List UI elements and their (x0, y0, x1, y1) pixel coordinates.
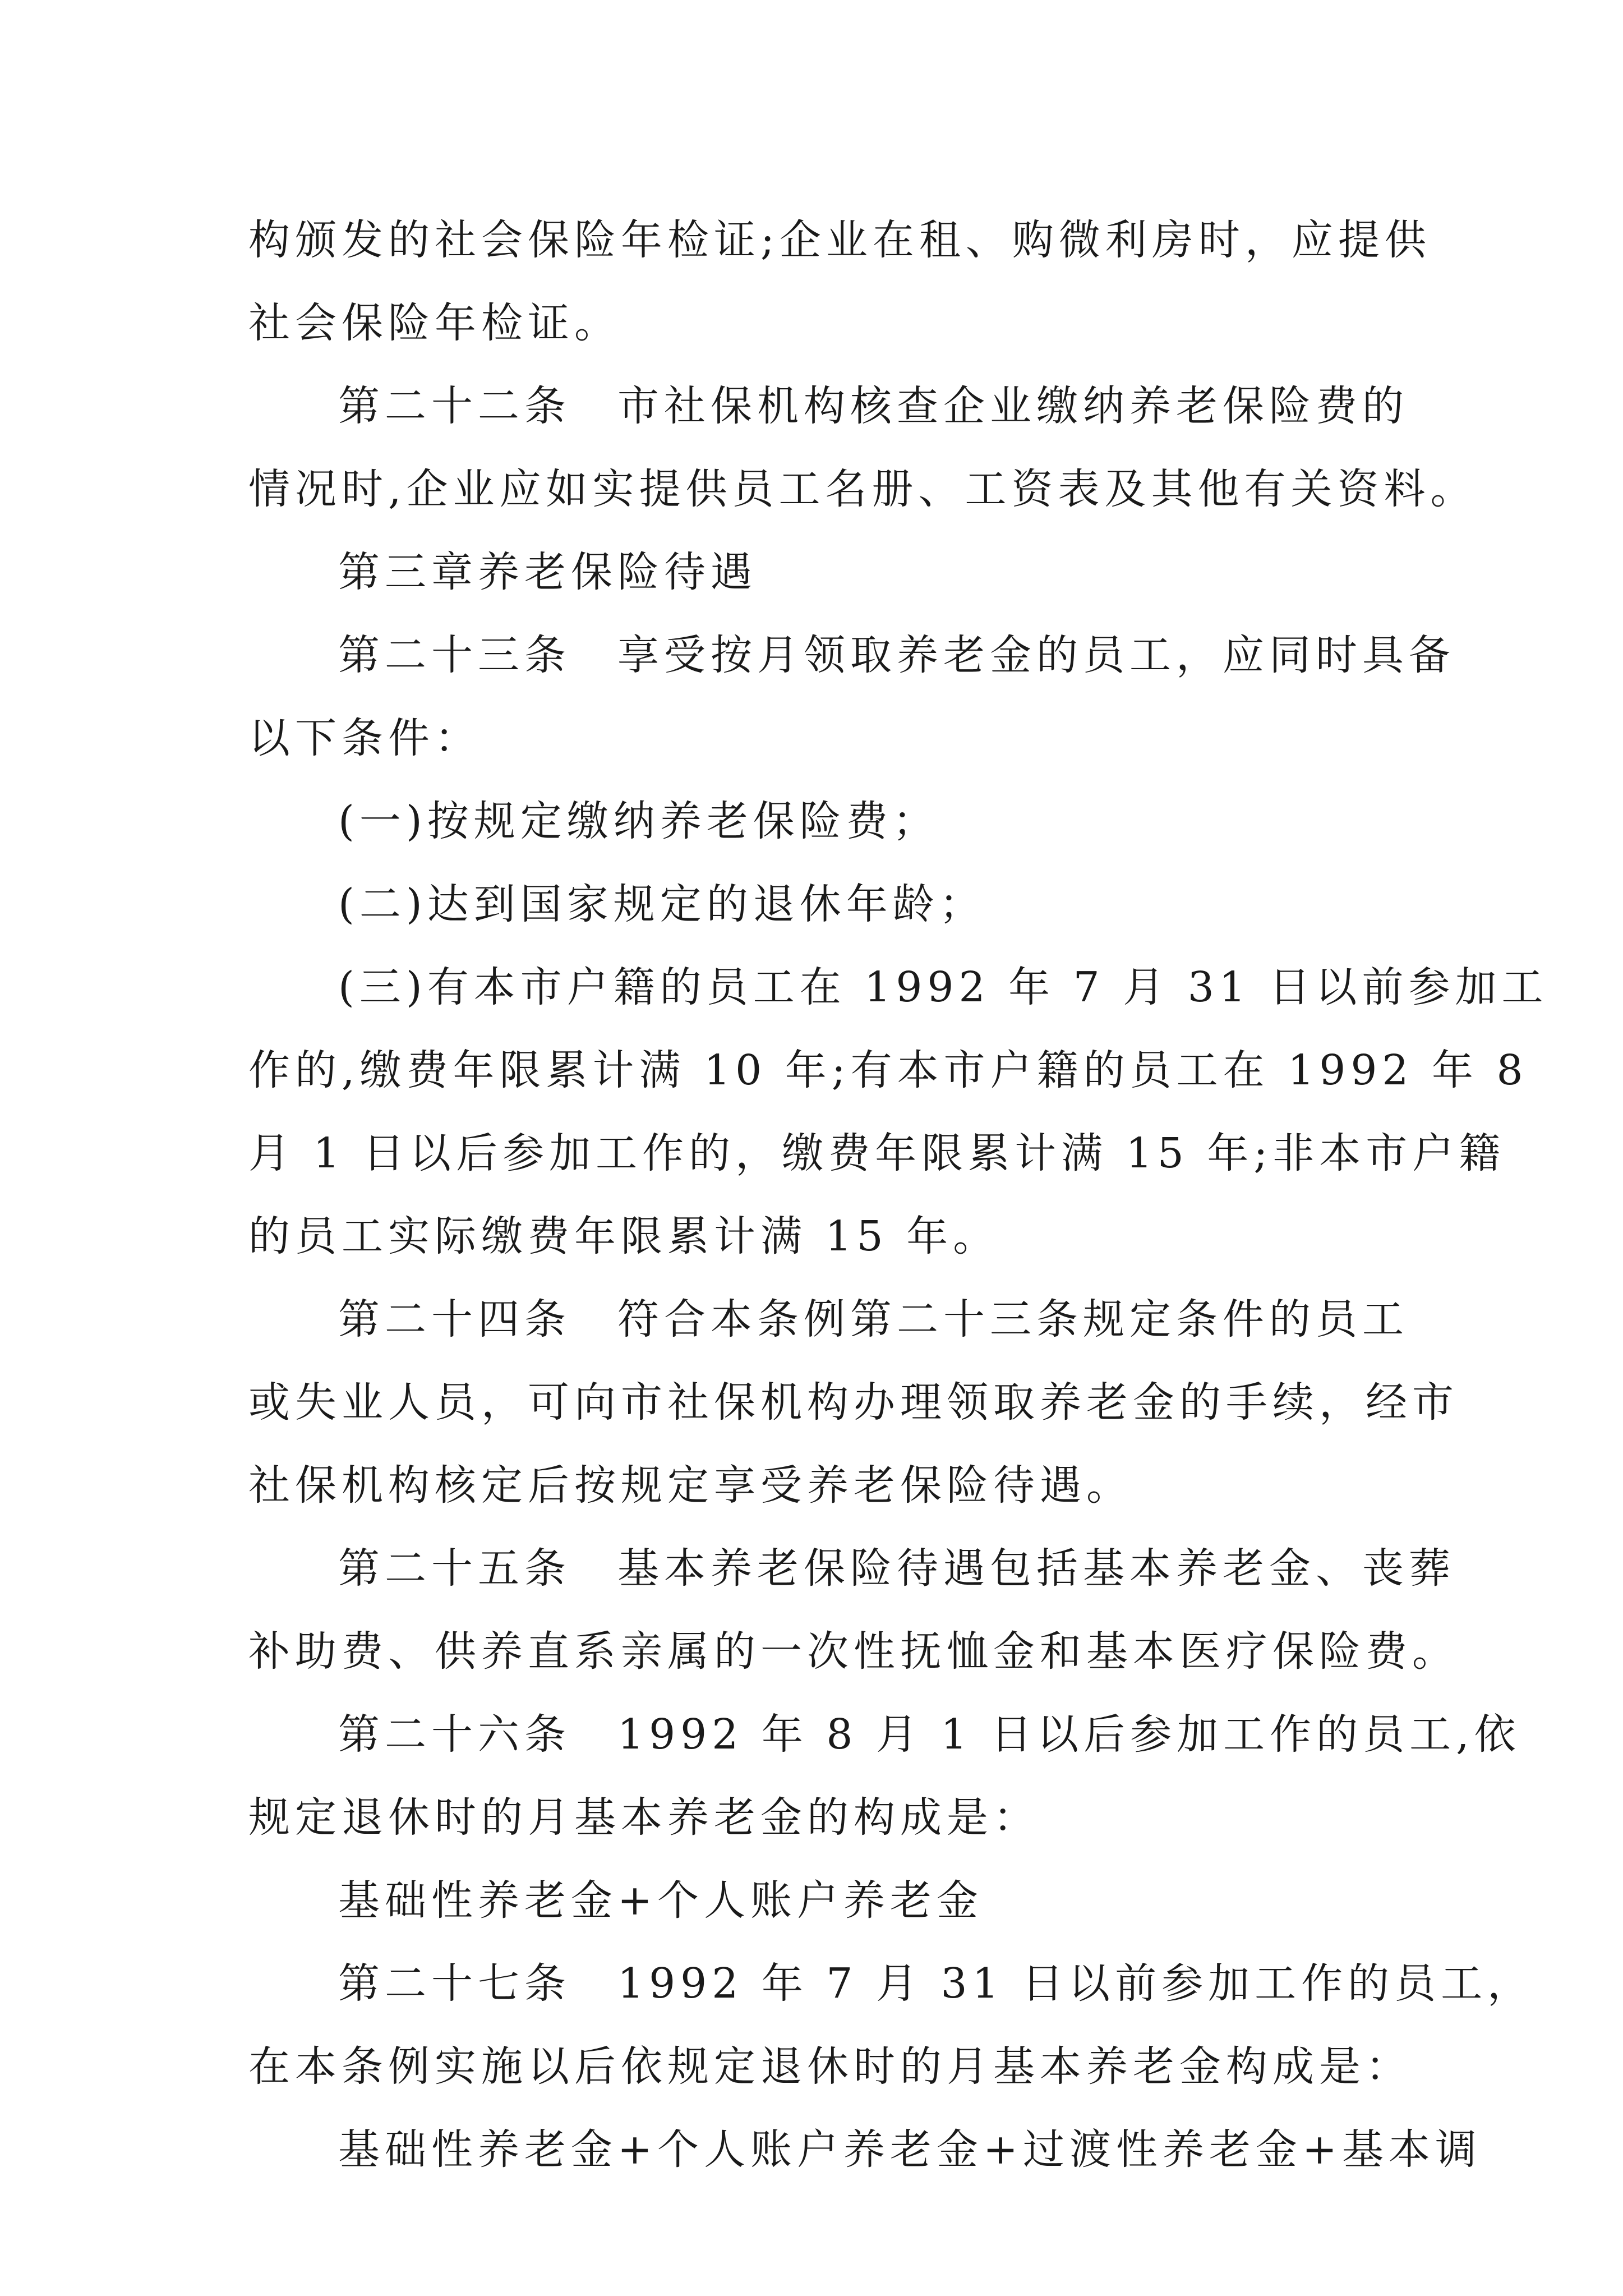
text-line: 以下条件： (248, 714, 481, 762)
formula-line: 基础性养老金+个人账户养老金 (338, 1876, 984, 1925)
list-item-line: (二)达到国家规定的退休年龄； (338, 880, 986, 928)
text-line: 作的,缴费年限累计满 10 年;有本市户籍的员工在 1992 年 8 (248, 1046, 1528, 1094)
text-line: 社保机构核定后按规定享受养老保险待遇。 (248, 1461, 1133, 1510)
text-line: 或失业人员，可向市社保机构办理领取养老金的手续，经市 (248, 1378, 1459, 1427)
text-line: 的员工实际缴费年限累计满 15 年。 (248, 1212, 1000, 1260)
article-heading-line: 第二十四条 符合本条例第二十三条规定条件的员工 (338, 1295, 1409, 1343)
chapter-title: 第三章养老保险待遇 (338, 548, 757, 596)
text-line: 补助费、供养直系亲属的一次性抚恤金和基本医疗保险费。 (248, 1627, 1459, 1676)
text-line: 社会保险年检证。 (248, 299, 621, 347)
list-item-line: (三)有本市户籍的员工在 1992 年 7 月 31 日以前参加工 (338, 963, 1548, 1011)
text-line: 在本条例实施以后依规定退休时的月基本养老金构成是： (248, 2042, 1412, 2091)
text-line: 情况时,企业应如实提供员工名册、工资表及其他有关资料。 (248, 465, 1477, 513)
article-heading-line: 第二十二条 市社保机构核查企业缴纳养老保险费的 (338, 382, 1409, 430)
article-heading-line: 第二十六条 1992 年 8 月 1 日以后参加工作的员工,依 (338, 1710, 1521, 1759)
article-heading-line: 第二十三条 享受按月领取养老金的员工，应同时具备 (338, 631, 1455, 679)
article-heading-line: 第二十七条 1992 年 7 月 31 日以前参加工作的员工， (338, 1959, 1534, 2008)
formula-line: 基础性养老金+个人账户养老金+过渡性养老金+基本调 (338, 2125, 1482, 2174)
list-item-line: (一)按规定缴纳养老保险费； (338, 797, 939, 845)
article-heading-line: 第二十五条 基本养老保险待遇包括基本养老金、丧葬 (338, 1544, 1455, 1593)
text-line: 月 1 日以后参加工作的，缴费年限累计满 15 年;非本市户籍 (248, 1129, 1506, 1177)
text-line: 规定退休时的月基本养老金的构成是： (248, 1793, 1040, 1842)
text-line: 构颁发的社会保险年检证;企业在租、购微利房时，应提供 (248, 216, 1431, 264)
